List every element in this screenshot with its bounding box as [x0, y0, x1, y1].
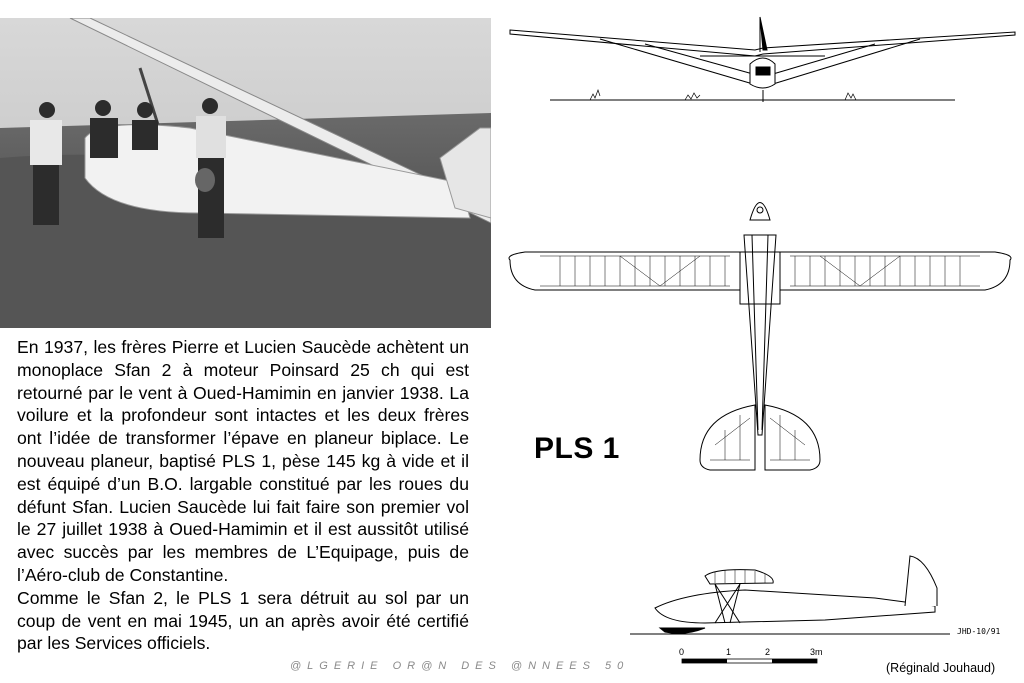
article-paragraph-1: En 1937, les frères Pierre et Lucien Saucède achètent un monoplace Sfan 2 à moteur Poinsard 25 ch qui est retourné par le vent à Oued-Hamimin en janvier 1938. La voilure et la profondeur sont intactes et les deux frères ont l’idée de transformer l’épave en planeur biplace. Le nouveau planeur, baptisé PLS 1, pèse 145 kg à vide et il est équipé d’un B.O. largable constitué par les roues du défunt Sfan. Lucien Saucède lui fait faire son premier vol le 27 juillet 1938 à Oued-Hamimin et il est aussitôt utilisé avec succès par les membres de L’Equipage, puis de l’Aéro-club de Constantine. [17, 337, 469, 585]
drawing-label: PLS 1 [534, 432, 620, 465]
front-view-drawing [505, 12, 1020, 107]
top-view-drawing [500, 190, 1020, 490]
article-paragraph-2: Comme le Sfan 2, le PLS 1 sera détruit au sol par un coup de vent en mai 1945, un an après avoir été certifié par les Services officiels. [17, 587, 469, 654]
watermark: @LGERIE OR@N DES @NNEES 50 [290, 660, 630, 672]
scale-bar [670, 646, 830, 676]
drawing-signature: JHD-10/91 [957, 627, 1001, 636]
side-view-drawing [625, 548, 955, 643]
scale-tick-0: 0 [679, 647, 685, 657]
scale-tick-3: 3m [810, 647, 823, 657]
scale-tick-2: 2 [765, 647, 771, 657]
image-credit: (Réginald Jouhaud) [886, 661, 996, 675]
scale-tick-1: 1 [726, 647, 732, 657]
article-text [17, 336, 469, 655]
glider-photo [0, 18, 491, 328]
